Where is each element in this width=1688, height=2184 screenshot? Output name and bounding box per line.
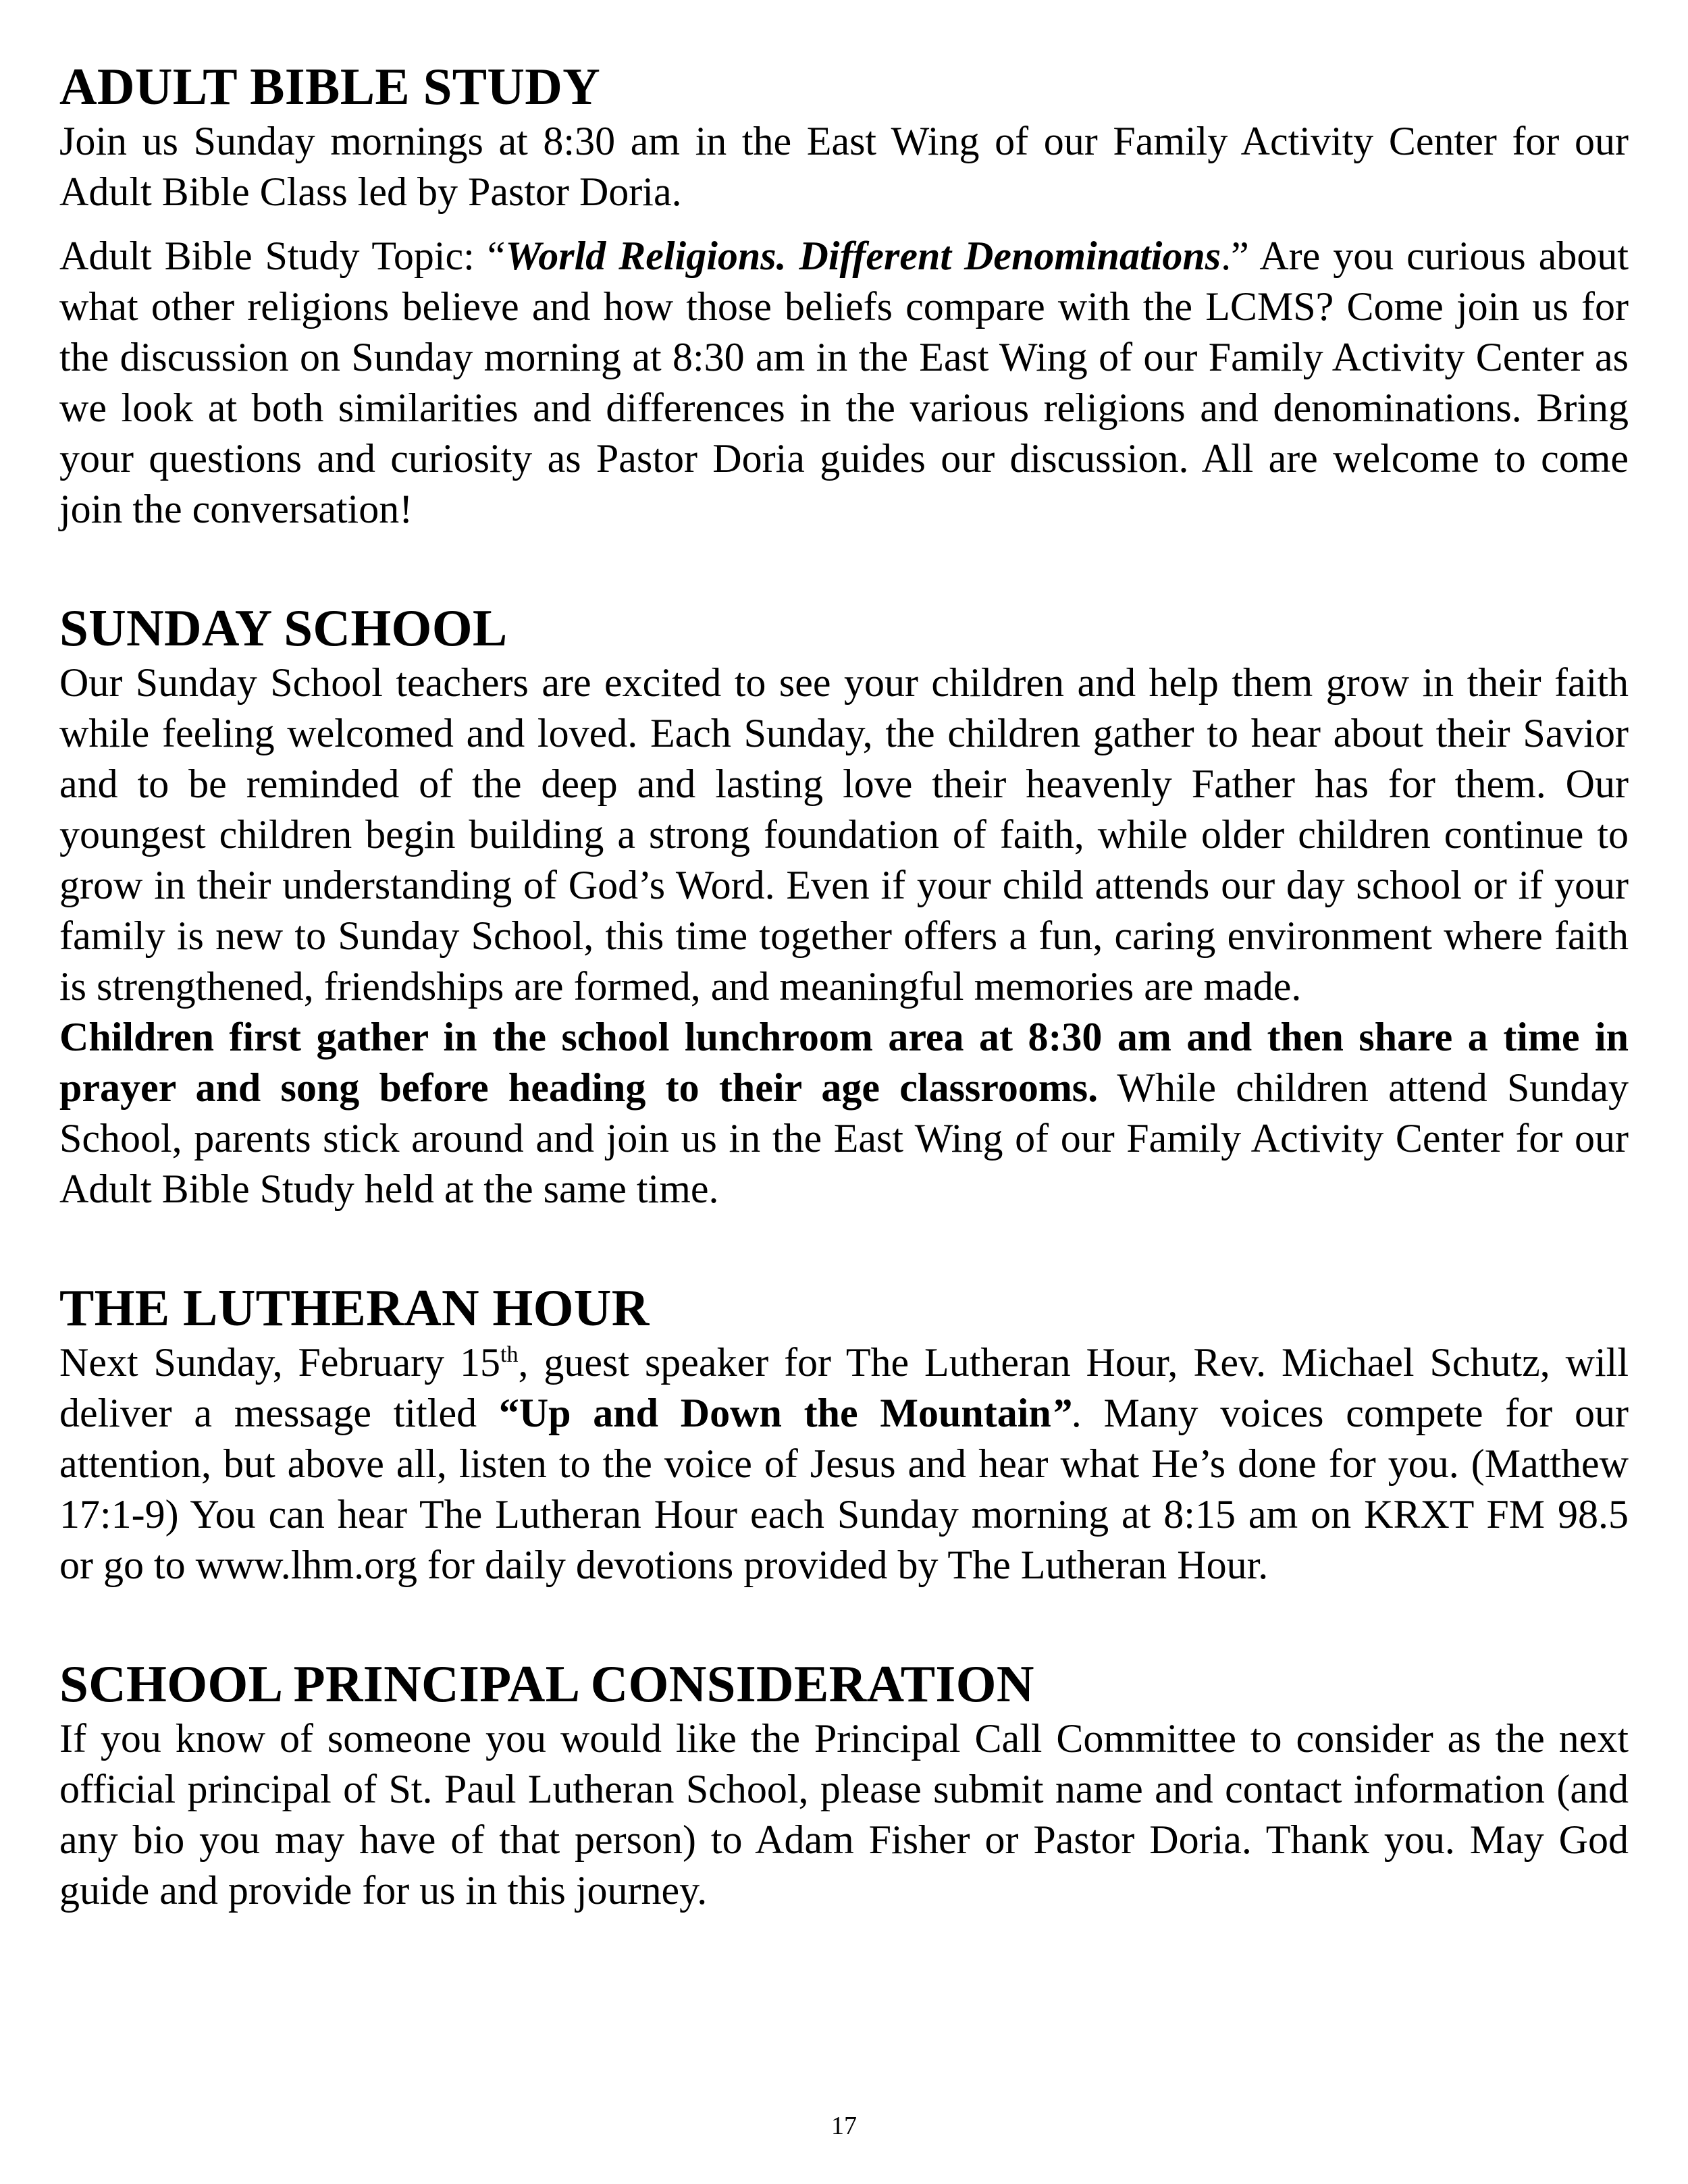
sunday-school-parents-info: While children attend Sunday School, parents stick around and join us in the East Wing of our Family Activity Center for our Adult Bible Study held at the same time. bbox=[59, 1065, 1629, 1211]
lutheran-hour-paragraph bbox=[59, 1337, 1629, 1591]
message-title: “Up and Down the Mountain bbox=[498, 1391, 1051, 1435]
lutheran-hour-heading: THE LUTHERAN HOUR bbox=[59, 1279, 650, 1337]
adult-bible-study-intro: Join us Sunday mornings at 8:30 am in the East Wing of our Family Activity Center for our Adult Bible Class led by Pastor Doria. bbox=[59, 119, 1629, 214]
lutheran-hour-lead: Next Sunday, February 15 bbox=[59, 1340, 501, 1385]
sunday-school-section bbox=[59, 598, 1629, 1215]
page-number: 17 bbox=[831, 2112, 857, 2140]
message-title-close-quote: ” bbox=[1051, 1391, 1072, 1435]
lutheran-hour-details: . Many voices compete for our attention, but above all, listen to the voice of Jesus and hear what He’s done for you. (Matthew 17:1-9) You can hear The Lutheran Hour each Sunday morning at 8:15 am on KRXT FM 98.5 or go to www.lhm.org for daily devotions provided by The Lutheran Hour. bbox=[59, 1391, 1629, 1587]
lutheran-hour-section bbox=[59, 1278, 1629, 1591]
adult-bible-study-heading: ADULT BIBLE STUDY bbox=[59, 57, 601, 115]
principal-consideration-heading: SCHOOL PRINCIPAL CONSIDERATION bbox=[59, 1655, 1034, 1713]
sunday-school-heading: SUNDAY SCHOOL bbox=[59, 599, 508, 657]
lutheran-hour-speaker: , guest speaker for The Lutheran Hour, Rev. Michael Schutz, will deliver a message titled bbox=[59, 1340, 1629, 1435]
page-content bbox=[59, 57, 1629, 1979]
date-suffix: th bbox=[500, 1342, 519, 1367]
sunday-school-description: Our Sunday School teachers are excited to see your children and help them grow in their faith while feeling welcomed and loved. Each Sunday, the children gather to hear about their Savior and to be reminded of the deep and lasting love their heavenly Father has for them. Our youngest children begin building a strong foundation of faith, while older children continue to grow in their understanding of God’s Word. Even if your child attends our day school or if your family is new to Sunday School, this time together offers a fun, caring environment where faith is strengthened, friendships are formed, and meaningful memories are made. bbox=[59, 660, 1629, 1009]
principal-consideration-paragraph: If you know of someone you would like the Principal Call Committee to consider as the next official principal of St. Paul Lutheran School, please submit name and contact information (and any bio you may have of that person) to Adam Fisher or Pastor Doria. Thank you. May God guide and provide for us in this journey. bbox=[59, 1716, 1629, 1913]
adult-bible-study-section bbox=[59, 57, 1629, 535]
sunday-school-gathering-info: Children first gather in the school lunchroom area at 8:30 am and then share a time in prayer and song before heading to their age classrooms. bbox=[59, 1015, 1629, 1110]
topic-lead: Adult Bible Study Topic: “ bbox=[59, 234, 506, 278]
adult-bible-study-topic-paragraph bbox=[59, 231, 1629, 535]
principal-consideration-section bbox=[59, 1654, 1629, 1916]
sunday-school-schedule bbox=[59, 1012, 1629, 1215]
topic-description: .” Are you curious about what other religions believe and how those beliefs compare with the LCMS? Come join us for the discussion on Sunday morning at 8:30 am in the East Wing of our Family Activity Center as we look at both similarities and differences in the various religions and denominations. Bring your questions and curiosity as Pastor Doria guides our discussion. All are welcome to come join the conversation! bbox=[59, 234, 1629, 531]
topic-title: World Religions. Different Denominations bbox=[505, 234, 1221, 278]
